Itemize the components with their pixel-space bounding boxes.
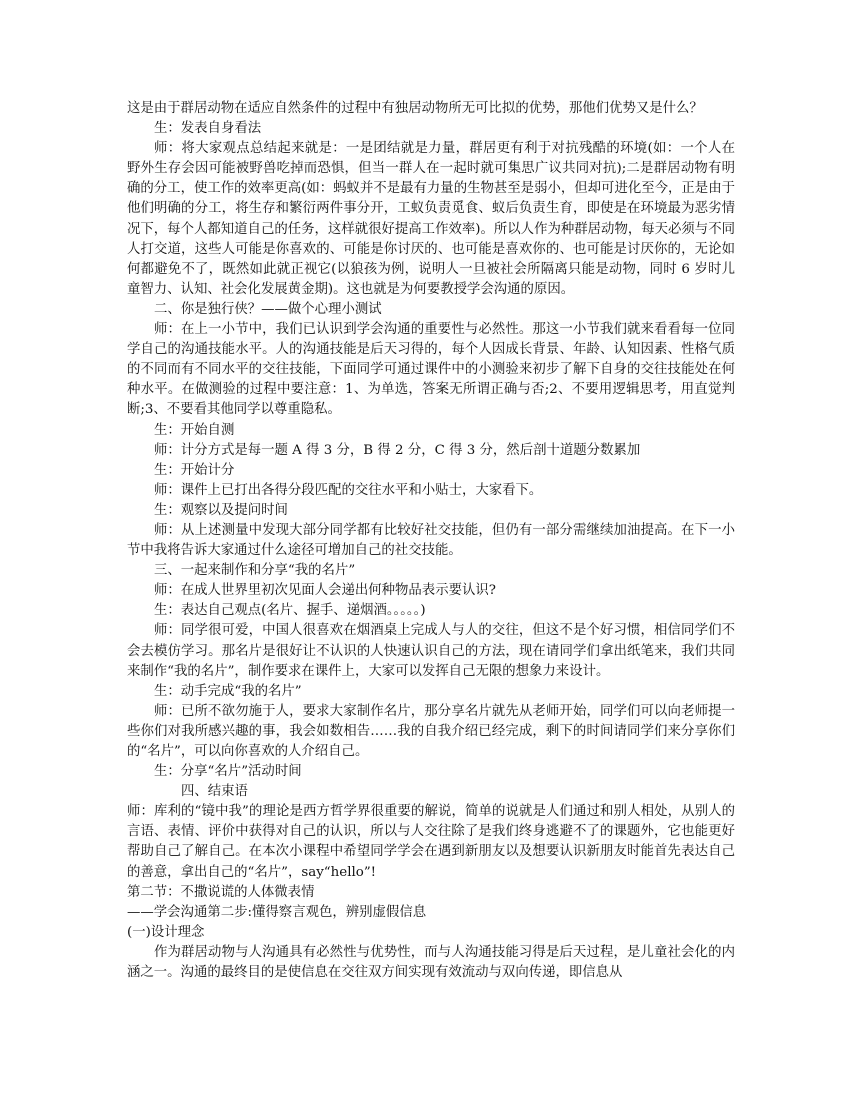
section-heading: 四、结束语 <box>181 784 248 800</box>
section-heading: 三、一起来制作和分享“我的名片” <box>154 563 356 579</box>
section-heading: 第二节：不撒说谎的人体微表情 <box>127 884 315 900</box>
paragraph: 这是由于群居动物在适应自然条件的过程中有独居动物所无可比拟的优势，那他们优势又是什么？ <box>127 101 703 116</box>
document-body <box>127 99 735 983</box>
paragraph: 生：观察以及提问时间 <box>154 502 288 518</box>
paragraph: 生：分享“名片”活动时间 <box>154 764 302 780</box>
paragraph: 师：库利的“镜中我”的理论是西方哲学界很重要的解说，简单的说就是人们通过和别人相处，从别人的言语、表情、评价中获得对自己的认识，所以与人交往除了是我们终身逃避不了的课题外，它也能更好帮助自己了解自己。在本次小课程中希望同学学会在遇到新朋友以及想要认识新朋友时能首先表达自己的善意，拿出自己的“名片”，say“hello”! <box>127 804 735 880</box>
paragraph: 师：计分方式是每一题 A 得 3 分，B 得 2 分，C 得 3 分，然后剖十道题分数累加 <box>154 442 641 458</box>
subtitle: ——学会沟通第二步:懂得察言观色，辨别虚假信息 <box>127 904 427 920</box>
paragraph: 生：动手完成“我的名片” <box>154 683 302 699</box>
paragraph: 作为群居动物与人沟通具有必然性与优势性，而与人沟通技能习得是后天过程，是儿童社会化的内涵之一。沟通的最终目的是使信息在交往双方间实现有效流动与双向传递，即信息从 <box>127 944 735 981</box>
paragraph: 生：表达自己观点(名片、握手、递烟酒。。。。。) <box>154 603 426 619</box>
paragraph: 生：发表自身看法 <box>154 121 262 137</box>
paragraph: 生：开始计分 <box>154 462 235 478</box>
paragraph: 师：在上一小节中，我们已认识到学会沟通的重要性与必然性。那这一小节我们就来看看每一位同学自己的沟通技能水平。人的沟通技能是后天习得的，每个人因成长背景、年龄、认知因素、性格气质的不同而有不同水平的交往技能，下面同学可通过课件中的小测验来初步了解下自身的交往技能处在何种水平。在做测验的过程中要注意：1、为单选，答案无所谓正确与否;2、不要用逻辑思考，用直觉判断;3、不要看其他同学以尊重隐私。 <box>127 322 735 418</box>
paragraph: 师：将大家观点总结起来就是：一是团结就是力量，群居更有利于对抗残酷的环境(如：一个人在野外生存会因可能被野兽吃掉而恐惧，但当一群人在一起时就可集思广议共同对抗);二是群居动物有明确的分工，使工作的效率更高(如：蚂蚁并不是最有力量的生物甚至是弱小，但却可进化至今，正是由于他们明确的分工，将生存和繁衍两件事分开，工蚁负责觅食、蚁后负责生育，即使是在环境最为恶劣情况下，每个人都知道自己的任务，这样就很好提高工作效率)。所以人作为种群居动物，每天必须与不同人打交道，这些人可能是你喜欢的、可能是你讨厌的、也可能是喜欢你的、也可能是讨厌你的，无论如何都避免不了，既然如此就正视它(以狼孩为例，说明人一旦被社会所隔离只能是动物，同时 6 岁时儿童智力、认知、社会化发展黄金期)。这也就是为何要教授学会沟通的原因。 <box>127 141 735 297</box>
paragraph: 师：从上述测量中发现大部分同学都有比较好社交技能，但仍有一部分需继续加油提高。在下一小节中我将告诉大家通过什么途径可增加自己的社交技能。 <box>127 522 735 559</box>
paragraph: 师：已所不欲勿施于人，要求大家制作名片，那分享名片就先从老师开始，同学们可以向老师提一些你们对我所感兴趣的事，我会如数相告……我的自我介绍已经完成，剩下的时间请同学们来分享你们的“名片”，可以向你喜欢的人介绍自己。 <box>127 703 735 759</box>
paragraph: 生：开始自测 <box>154 422 235 438</box>
paragraph: 师：课件上已打出各得分段匹配的交往水平和小贴士，大家看下。 <box>154 482 543 498</box>
section-heading: (一)设计理念 <box>127 924 205 940</box>
paragraph: 师：同学很可爱，中国人很喜欢在烟酒桌上完成人与人的交往，但这不是个好习惯，相信同学们不会去模仿学习。那名片是很好让不认识的人快速认识自己的方法，现在请同学们拿出纸笔来，我们共同来制作“我的名片”，制作要求在课件上，大家可以发挥自己无限的想象力来设计。 <box>127 623 735 679</box>
paragraph: 师：在成人世界里初次见面人会递出何种物品表示要认识? <box>154 583 496 599</box>
section-heading: 二、你是独行侠？——做个心理小测试 <box>154 301 382 317</box>
